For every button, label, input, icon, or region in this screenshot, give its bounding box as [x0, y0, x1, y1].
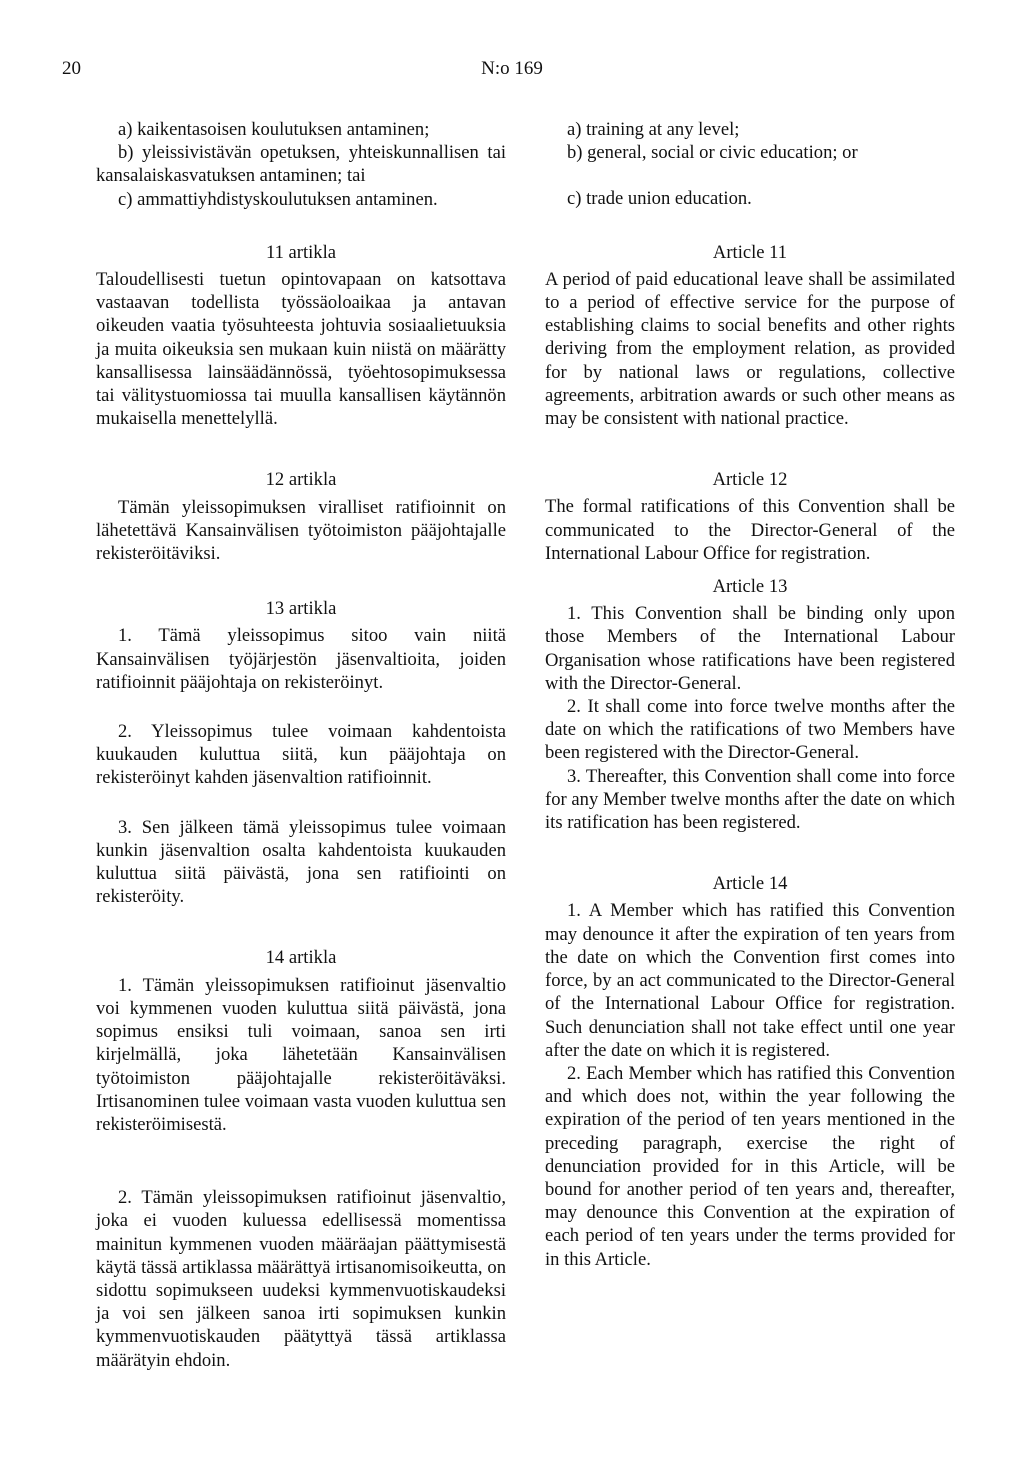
en-art11-text: A period of paid educational leave shall be assimilated to a period of effective service for the purpose of establishing claims to social benefits and other rights deriving from the employment relation, as provided for by national laws or regulations, collective agreements, arbitration awards or such other means as may be consistent with national practice. — [545, 268, 955, 430]
fi-art11-text: Taloudellisesti tuetun opintovapaan on katsottava vastaavan todellista työssäoloaikaa ja antavan oikeuden vaatia työsuhteesta johtuvia sosiaalietuuksia ja muita oikeuksia sen mukaan kuin niistä on määrätty kansallisessa lainsäädännössä, työehtosopimuksessa tai välitystuomiossa tai muulla kansallisen käytännön mukaisella menettelyllä. — [96, 269, 506, 430]
fi-art14-p1: 1. Tämän yleissopimuksen ratifioinut jäsenvaltio voi kymmenen vuoden kuluttua siitä päivästä, jona sopimus ensiksi tuli voimaan, sanoa sen irti kirjelmällä, joka lähetetään Kansainvälisen työtoimiston pääjohtajalle rekisteröitäväksi. Irtisanominen tulee voimaan vasta vuoden kuluttua sen rekisteröimisestä. — [96, 974, 506, 1135]
fi-art13-p2: 2. Yleissopimus tulee voimaan kahdentoista kuukauden kuluttua siitä, kun pääjohtaja on rekisteröinyt kahden jäsenvaltion ratifioinnit. — [96, 721, 506, 789]
en-item-a: a) training at any level; — [567, 119, 740, 140]
fi-art12-text: Tämän yleissopimuksen viralliset ratifioinnit on lähetettävä Kansainvälisen työtoimiston pääjohtajalle rekisteröitäviksi. — [96, 496, 506, 565]
finnish-column — [96, 118, 506, 1372]
en-art12-heading: Article 12 — [712, 469, 788, 491]
fi-item-b: b) yleissivistävän opetuksen, yhteiskunnallisen tai kansalaiskasvatuksen antaminen; tai — [96, 142, 506, 187]
en-art11-heading: Article 11 — [712, 241, 788, 263]
fi-item-c: c) ammattiyhdistyskoulutuksen antaminen. — [118, 188, 438, 210]
en-item-c: c) trade union education. — [567, 188, 752, 210]
page-number: 20 — [62, 58, 81, 79]
fi-item-a: a) kaikentasoisen koulutuksen antaminen; — [118, 119, 430, 140]
en-item-b: b) general, social or civic education; or — [567, 142, 858, 164]
fi-art12-heading: 12 artikla — [265, 469, 337, 491]
running-head: N:o 169 — [481, 58, 543, 79]
fi-art13-p1: 1. Tämä yleissopimus sitoo vain niitä Kansainvälisen työjärjestön jäsenvaltioita, joiden ratifioinnit pääjohtaja on rekisteröinyt. — [96, 625, 506, 693]
en-art13-p2: 2. It shall come into force twelve months after the date on which the ratifications of two Members have been registered with the Director-General. — [545, 696, 955, 764]
fi-art11-heading: 11 artikla — [265, 241, 337, 263]
fi-art13-heading: 13 artikla — [265, 598, 337, 620]
english-column — [545, 118, 955, 1271]
en-art13-p1: 1. This Convention shall be binding only upon those Members of the International Labour Organisation whose ratifications have been registered with the Director-General. — [545, 603, 955, 694]
en-art14-heading: Article 14 — [712, 873, 788, 895]
fi-art14-heading: 14 artikla — [265, 947, 337, 969]
en-art13-heading: Article 13 — [712, 576, 788, 598]
en-art12-text: The formal ratifications of this Convention shall be communicated to the Director-General of the International Labour Office for registration. — [545, 496, 955, 564]
fi-art14-p2: 2. Tämän yleissopimuksen ratifioinut jäsenvaltio, joka ei vuoden kuluessa edellisessä momentissa mainitun kymmenen vuoden määräajan päättymisestä käytä tässä artiklassa määrättyä irtisanomisoikeutta, on sidottu sopimukseen uudeksi kymmenvuotiskaudeksi ja voi sen jälkeen sanoa irti sopimuksen kunkin kymmenvuotiskauden päätyttyä tässä artiklassa määrätyin ehdoin. — [96, 1187, 506, 1371]
fi-art13-p3: 3. Sen jälkeen tämä yleissopimus tulee voimaan kunkin jäsenvaltion osalta kahdentoista kuukauden kuluttua siitä päivästä, jona sen ratifiointi on rekisteröity. — [96, 816, 506, 908]
en-art13-p3: 3. Thereafter, this Convention shall come into force for any Member twelve months after the date on which its ratification has been registered. — [545, 765, 955, 834]
en-art14-p1: 1. A Member which has ratified this Convention may denounce it after the expiration of ten years from the date on which the Convention first comes into force, by an act communicated to the Director-General of the International Labour Office for registration. Such denunciation shall not take effect until one year after the date on which it is registered. — [545, 900, 955, 1061]
en-art14-p2: 2. Each Member which has ratified this Convention and which does not, within the year following the expiration of the period of ten years mentioned in the preceding paragraph, exercise the right of denunciation provided for in this Article, will be bound for another period of ten years and, thereafter, may denounce this Convention at the expiration of each period of ten years under the terms provided for in this Article. — [545, 1062, 955, 1270]
